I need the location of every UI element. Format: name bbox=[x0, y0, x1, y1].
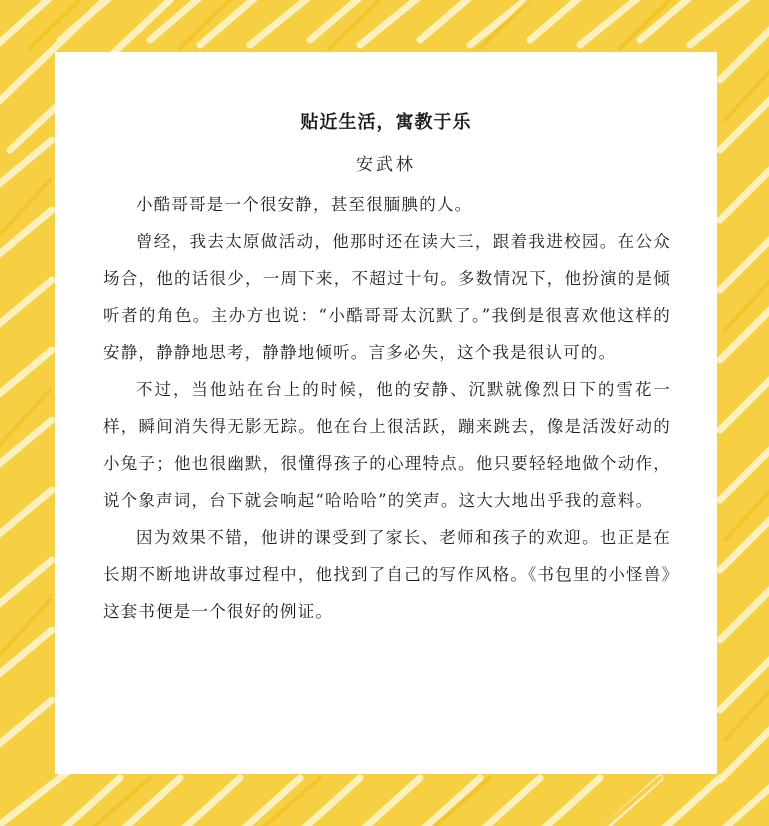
paragraph: 小酷哥哥是一个很安静，甚至很腼腆的人。 bbox=[136, 195, 473, 214]
paragraph: 不过，当他站在台上的时候，他的安静、沉默就像烈日下的雪花一样，瞬间消失得无影无踪。他在台上很活跃，蹦来跳去，像是活泼好动的小兔子；他也很幽默，很懂得孩子的心理特点。他只要轻轻地做个动作，说个象声词，台下就会响起“哈哈哈”的笑声。这大大地出乎我的意料。 bbox=[103, 380, 671, 510]
article-body bbox=[103, 186, 671, 630]
paragraph: 因为效果不错，他讲的课受到了家长、老师和孩子的欢迎。也正是在长期不断地讲故事过程中，他找到了自己的写作风格。《书包里的小怪兽》这套书便是一个很好的例证。 bbox=[103, 528, 671, 621]
article-title: 贴近生活，寓教于乐 bbox=[300, 112, 472, 133]
paragraph: 曾经，我去太原做活动，他那时还在读大三，跟着我进校园。在公众场合，他的话很少，一周下来，不超过十句。多数情况下，他扮演的是倾听者的角色。主办方也说：“小酷哥哥太沉默了。”我倒是很喜欢他这样的安静，静静地思考，静静地倾听。言多必失，这个我是很认可的。 bbox=[103, 232, 671, 362]
article-card bbox=[55, 52, 717, 774]
article-author: 安武林 bbox=[356, 155, 416, 175]
